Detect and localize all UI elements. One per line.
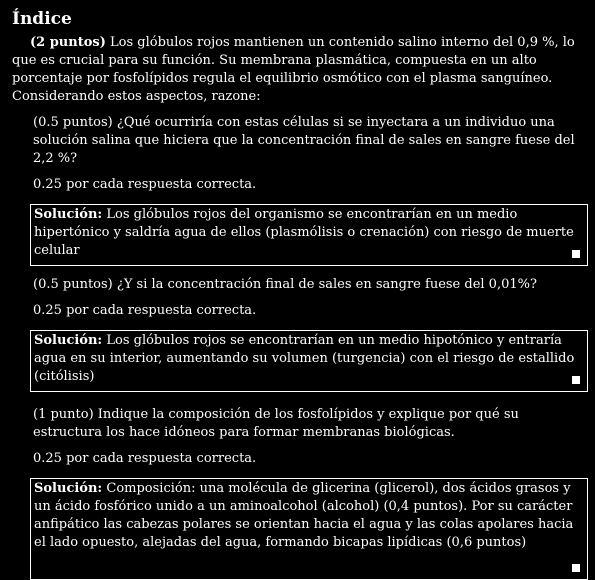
checkbox-icon[interactable] (572, 376, 580, 384)
score-note-1: 0.25 por cada respuesta correcta. (33, 177, 257, 192)
question-2: (0.5 puntos) ¿Y si la concentración final de sales en sangre fuese del 0,01%? (33, 277, 537, 292)
solution-box-1 (30, 204, 588, 266)
solution-box-2 (30, 330, 588, 392)
solution-text: Composición: una molécula de glicerina (glicerol), dos ácidos grasos y un ácido fosfórico unido a un aminoalcohol (alcohol) (0,4 puntos). Por su carácter anfipático las cabezas polares se orientan hacia el agua y las colas apolares hacia el lado opuesto, alejadas del agua, formando bicapas lipídicas (0,6 puntos) (34, 481, 574, 550)
checkbox-icon[interactable] (572, 564, 580, 572)
solution-label: Solución: (34, 207, 103, 222)
solution-box-3 (30, 478, 588, 580)
solution-text: Los glóbulos rojos se encontrarían en un medio hipotónico y entraría agua en su interior, aumentando su volumen (turgencia) con el riesgo de estallido (citólisis) (34, 333, 575, 384)
score-note-3: 0.25 por cada respuesta correcta. (33, 451, 257, 466)
question-1: (0.5 puntos) ¿Qué ocurriría con estas células si se inyectara a un individuo una solución salina que hiciera que la concentración final de sales en sangre fuese del 2,2 %? (33, 115, 575, 166)
intro-points: (2 puntos) (30, 35, 106, 50)
score-note-2: 0.25 por cada respuesta correcta. (33, 303, 257, 318)
solution-label: Solución: (34, 481, 103, 496)
solution-text: Los glóbulos rojos del organismo se encontrarían en un medio hipertónico y saldría agua de ellos (plasmólisis o crenación) con riesgo de muerte celular (34, 207, 574, 258)
checkbox-icon[interactable] (572, 250, 580, 258)
solution-label: Solución: (34, 333, 103, 348)
intro-paragraph (12, 34, 582, 106)
document (12, 8, 582, 580)
intro-text: Los glóbulos rojos mantienen un contenido salino interno del 0,9 %, lo que es crucial para su función. Su membrana plasmática, compuesta en un alto porcentaje por fosfolípidos regula el equilibrio osmótico con el plasma sanguíneo. Considerando estos aspectos, razone: (12, 35, 575, 104)
page-title: Índice (12, 9, 72, 29)
question-3: (1 punto) Indique la composición de los fosfolípidos y explique por qué su estructura los hace idóneos para formar membranas biológicas. (33, 407, 519, 440)
